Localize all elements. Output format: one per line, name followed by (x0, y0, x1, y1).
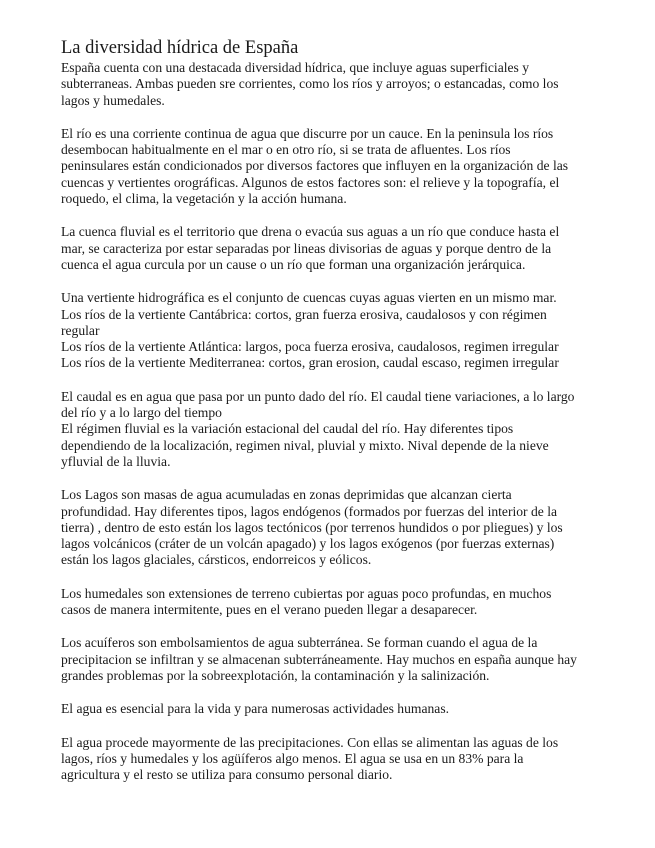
paragraph-line: España cuenta con una destacada diversidad hídrica, que incluye aguas superficiales y (61, 60, 530, 75)
paragraph-line: lagos, ríos y humedales y los agüíferos algo menos. El agua se usa en un 83% para la (61, 750, 524, 766)
paragraph-line: dependiendo de la localización, regimen nival, pluvial y mixto. Nival depende de la nieve (61, 437, 549, 453)
paragraph-line: precipitacion se infiltran y se almacenan subterráneamente. Hay muchos en españa aunque hay (61, 651, 577, 667)
paragraph-line: desembocan habitualmente en el mar o en otro río, si se trata de afluentes. Los ríos (61, 142, 511, 158)
paragraph-spacer (61, 109, 591, 126)
paragraph-line: profundidad. Hay diferentes tipos, lagos endógenos (formados por fuerzas del interior de la (61, 503, 558, 519)
paragraph-line: tierra) , dentro de esto están los lagos tectónicos (por terrenos hundidos o por pliegues) y los (61, 519, 563, 535)
paragraph (61, 224, 591, 273)
paragraph (61, 701, 591, 717)
paragraph-line: Los ríos de la vertiente Cantábrica: cortos, gran fuerza erosiva, caudalosos y con régimen (61, 306, 547, 322)
paragraph-line: El caudal es en agua que pasa por un punto dado del río. El caudal tiene variaciones, a lo largo (61, 388, 575, 404)
document-title: La diversidad hídrica de España (61, 38, 299, 58)
paragraph-line: Los Lagos son masas de agua acumuladas en zonas deprimidas que alcanzan cierta (61, 487, 512, 503)
paragraph-line: están los lagos glaciales, cársticos, endorreicos y eólicos. (61, 552, 372, 568)
paragraph (61, 735, 591, 784)
paragraph-line: cuencas y vertientes orográficas. Algunos de estos factores son: el relieve y la topografía, el (61, 174, 560, 190)
paragraph-line: agricultura y el resto se utiliza para consumo personal diario. (61, 767, 393, 783)
paragraph (61, 290, 591, 371)
paragraph-spacer (61, 372, 591, 389)
paragraph-line: lagos volcánicos (cráter de un volcán apagado) y los lagos exógenos (por fuerzas externas) (61, 536, 555, 552)
paragraph-line: El río es una corriente continua de agua que discurre por un cauce. En la peninsula los ríos (61, 125, 554, 141)
paragraph-line: lagos y humedales. (61, 92, 165, 108)
paragraph-line: Los ríos de la vertiente Mediterranea: cortos, gran erosion, caudal escaso, regimen irregular (61, 355, 559, 371)
paragraph (61, 60, 591, 109)
paragraph-line: subterraneas. Ambas pueden sre corrientes, como los ríos y arroyos; o estancadas, como los (61, 76, 559, 92)
paragraph-line: Los humedales son extensiones de terreno cubiertas por aguas poco profundas, en muchos (61, 585, 552, 601)
paragraph-line: peninsulares están condicionados por diversos factores que influyen en la organización de las (61, 158, 569, 174)
paragraph-spacer (61, 569, 591, 586)
paragraph-spacer (61, 684, 591, 701)
paragraph-line: Los ríos de la vertiente Atlántica: largos, poca fuerza erosiva, caudalosos, regimen irregular (61, 339, 559, 355)
paragraph-line: del río y a lo largo del tiempo (61, 405, 222, 421)
paragraph-line: Una vertiente hidrográfica es el conjunto de cuencas cuyas aguas vierten en un mismo mar. (61, 290, 557, 306)
paragraph-line: regular (61, 322, 100, 338)
paragraph-line: El régimen fluvial es la variación estacional del caudal del río. Hay diferentes tipos (61, 421, 514, 437)
paragraph-line: El agua procede mayormente de las precipitaciones. Con ellas se alimentan las aguas de los (61, 734, 559, 750)
paragraph-line: cuenca el agua curcula por un cause o un río que forman una organización jerárquica. (61, 256, 526, 272)
paragraph-line: La cuenca fluvial es el territorio que drena o evacúa sus aguas a un río que conduce hasta el (61, 224, 560, 240)
paragraph-line: Los acuíferos son embolsamientos de agua subterránea. Se forman cuando el agua de la (61, 635, 538, 651)
paragraph (61, 586, 591, 619)
paragraph (61, 389, 591, 470)
paragraph-line: El agua es esencial para la vida y para numerosas actividades humanas. (61, 701, 450, 717)
paragraph-line: yfluvial de la lluvia. (61, 453, 171, 469)
paragraph-spacer (61, 273, 591, 290)
document-body (61, 60, 591, 783)
paragraph (61, 126, 591, 207)
paragraph-line: grandes problemas por la sobreexplotación, la contaminación y la salinización. (61, 667, 490, 683)
paragraph-spacer (61, 207, 591, 224)
paragraph-line: casos de manera intermitente, pues en el verano pueden llegar a desaparecer. (61, 602, 478, 618)
paragraph (61, 487, 591, 568)
paragraph-spacer (61, 470, 591, 487)
paragraph-spacer (61, 718, 591, 735)
paragraph (61, 635, 591, 684)
document-page (61, 36, 591, 783)
paragraph-line: mar, se caracteriza por estar separadas por lineas divisorias de aguas y porque dentro de la (61, 240, 552, 256)
paragraph-spacer (61, 618, 591, 635)
paragraph-line: roquedo, el clima, la vegetación y la acción humana. (61, 191, 347, 207)
